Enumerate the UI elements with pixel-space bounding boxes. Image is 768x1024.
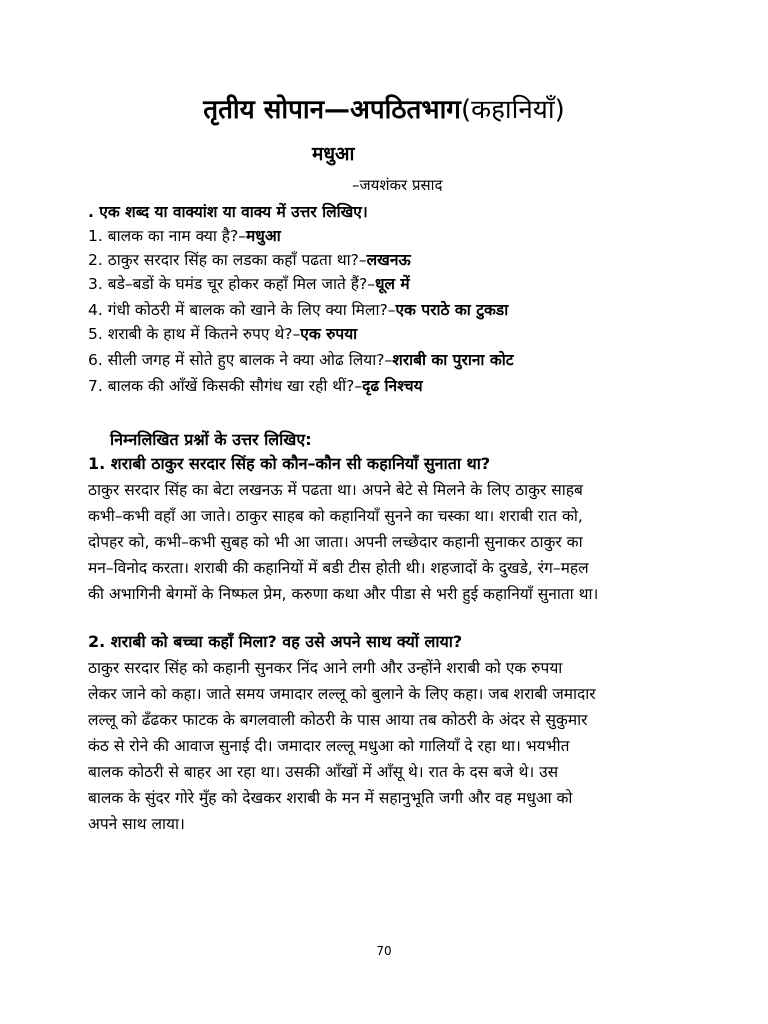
chapter-title-main: तृतीय सोपान—अपठितभाग — [203, 95, 461, 125]
qa-question: 7. बालक की आँखें किसकी सौगंध खा रही थीं?– — [88, 377, 363, 395]
answer-2-line: अपने साथ लाया। — [88, 815, 185, 833]
qa-answer: एक रुपया — [300, 325, 358, 343]
answer-1-line: की अभागिनी बेगमों के निष्फल प्रेम, करुणा कथा और पीडा से भरी हुई कहानियाँ सुनाता था। — [88, 585, 599, 603]
qa-answer: दृढ निश्चय — [362, 377, 423, 395]
qa-item-2 — [88, 248, 411, 272]
answer-2-line: बालक कोठरी से बाहर आ रहा था। उसकी आँखों में आँसू थे। रात के दस बजे थे। उस — [88, 763, 559, 781]
answer-1-line: ठाकुर सरदार सिंह का बेटा लखनऊ में पढता था। अपने बेटे से मिलने के लिए ठाकुर साहब — [88, 481, 583, 499]
section2-heading: निम्नलिखित प्रश्नों के उत्तर लिखिए: — [110, 430, 312, 449]
answer-2-line: कंठ से रोने की आवाज सुनाई दी। जमादार लल्लू मधुआ को गालियाँ दे रहा था। भयभीत — [88, 737, 570, 755]
qa-answer: लखनऊ — [366, 251, 411, 269]
answer-2-line: लेकर जाने को कहा। जाते समय जमादार लल्लू को बुलाने के लिए कहा। जब शराबी जमादार — [88, 685, 596, 703]
qa-question: 1. बालक का नाम क्या है?– — [88, 227, 247, 245]
qa-question: 2. ठाकुर सरदार सिंह का लडका कहाँ पढता था?– — [88, 251, 367, 269]
answer-2-line: लल्लू को ढँढकर फाटक के बगलवाली कोठरी के पास आया तब कोठरी के अंदर से सुकुमार — [88, 711, 588, 729]
qa-answer: एक पराठे का टुकडा — [395, 301, 509, 319]
qa-question: 3. बडे–बडों के घमंड चूर होकर कहाँ मिल जाते हैं?– — [88, 275, 375, 293]
story-title: मधुआ — [312, 143, 355, 165]
section1-instruction: . एक शब्द या वाक्यांश या वाक्य में उत्तर लिखिए। — [88, 203, 368, 221]
answer-2-line: बालक के सुंदर गोरे मुँह को देखकर शराबी के मन में सहानुभूति जगी और वह मधुआ को — [88, 789, 573, 807]
qa-answer: शराबी का पुराना कोट — [392, 351, 514, 369]
qa-question: 6. सीली जगह में सोते हुए बालक ने क्या ओढ लिया?– — [88, 351, 393, 369]
qa-question: 5. शराबी के हाथ में कितने रुपए थे?– — [88, 325, 301, 343]
author-name: –जयशंकर प्रसाद — [352, 176, 443, 194]
qa-question: 4. गंधी कोठरी में बालक को खाने के लिए क्या मिला?– — [88, 301, 396, 319]
chapter-title-paren: (कहानियाँ) — [460, 95, 565, 125]
qa-item-7 — [88, 374, 423, 398]
qa-answer: धूल में — [374, 275, 410, 293]
qa-item-5 — [88, 322, 357, 346]
answer-1-line: दोपहर को, कभी–कभी सुबह को भी आ जाता। अपनी लच्छेदार कहानी सुनाकर ठाकुर का — [88, 533, 583, 551]
page-number: 70 — [376, 944, 392, 958]
answer-1-line: मन–विनोद करता। शराबी की कहानियों में बडी टीस होती थी। शहजादों के दुखडे, रंग–महल — [88, 559, 589, 577]
qa-item-4 — [88, 298, 508, 322]
chapter-title — [0, 92, 768, 128]
answer-1-line: कभी–कभी वहाँ आ जाते। ठाकुर साहब को कहानियाँ सुनने का चस्का था। शराबी रात को, — [88, 507, 583, 525]
qa-item-1 — [88, 224, 281, 248]
long-question-2: 2. शराबी को बच्चा कहाँ मिला? वह उसे अपने साथ क्यों लाया? — [88, 632, 463, 651]
qa-answer: मधुआ — [246, 227, 281, 245]
long-question-1: 1. शराबी ठाकुर सरदार सिंह को कौन–कौन सी कहानियाँ सुनाता था? — [88, 454, 491, 473]
answer-2-line: ठाकुर सरदार सिंह को कहानी सुनकर निंद आने लगी और उन्होंने शराबी को एक रुपया — [88, 659, 563, 677]
qa-item-6 — [88, 348, 514, 372]
qa-item-3 — [88, 272, 410, 296]
